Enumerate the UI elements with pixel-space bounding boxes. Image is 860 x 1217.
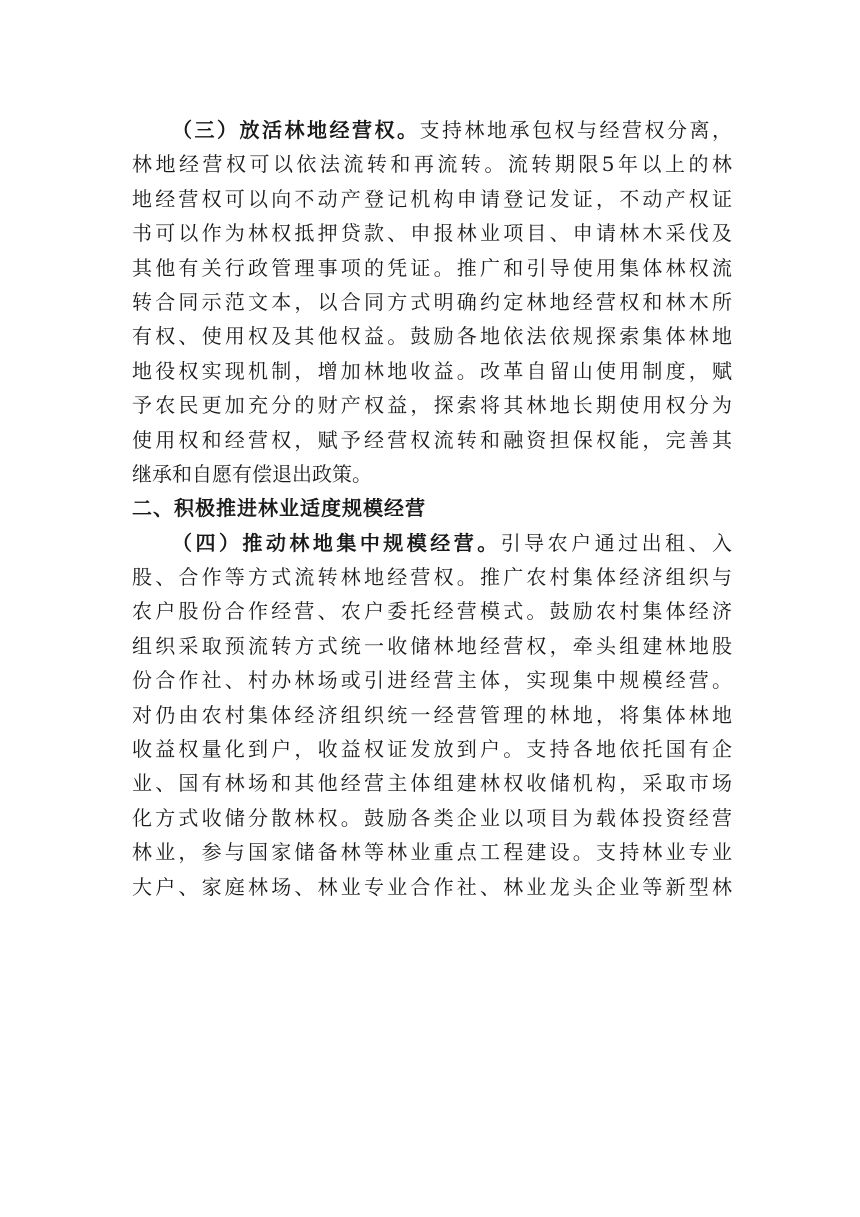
paragraph-line: 书可以作为林权抵押贷款、申报林业项目、申请林木采伐及 [132, 221, 732, 246]
paragraph-line: 继承和自愿有偿退出政策。 [132, 461, 372, 486]
chapter-heading: 二、积极推进林业适度规模经营 [132, 496, 426, 521]
paragraph-line: 业、国有林场和其他经营主体组建林权收储机构，采取市场 [132, 771, 732, 796]
paragraph-line: 地役权实现机制，增加林地收益。改革自留山使用制度，赋 [132, 358, 732, 383]
section-4-first-line [132, 526, 732, 560]
section-3-heading: （三）放活林地经营权。 [172, 118, 420, 142]
paragraph-line: 份合作社、村办林场或引进经营主体，实现集中规模经营。 [132, 668, 732, 693]
paragraph-line: 对仍由农村集体经济组织统一经营管理的林地，将集体林地 [132, 702, 732, 727]
paragraph-line: 股、合作等方式流转林地经营权。推广农村集体经济组织与 [132, 565, 732, 590]
paragraph-line: 林业，参与国家储备林等林业重点工程建设。支持林业专业 [132, 840, 732, 865]
paragraph-line: 转合同示范文本，以合同方式明确约定林地经营权和林木所 [132, 289, 732, 314]
paragraph-line: 收益权量化到户，收益权证发放到户。支持各地依托国有企 [132, 737, 732, 762]
paragraph-line: 有权、使用权及其他权益。鼓励各地依法依规探索集体林地 [132, 324, 732, 349]
document-body [132, 113, 732, 904]
paragraph-line: 农户股份合作经营、农户委托经营模式。鼓励农村集体经济 [132, 599, 732, 624]
paragraph-line: 组织采取预流转方式统一收储林地经营权，牵头组建林地股 [132, 633, 732, 658]
paragraph-line: 化方式收储分散林权。鼓励各类企业以项目为载体投资经营 [132, 805, 732, 830]
section-3-first-line [132, 113, 732, 147]
paragraph-line: 地经营权可以向不动产登记机构申请登记发证，不动产权证 [132, 186, 732, 211]
paragraph-line: 使用权和经营权，赋予经营权流转和融资担保权能，完善其 [132, 427, 732, 452]
section-4-first-text: 引导农户通过出租、入 [500, 530, 733, 555]
section-4-heading: （四）推动林地集中规模经营。 [172, 530, 501, 555]
paragraph-line: 其他有关行政管理事项的凭证。推广和引导使用集体林权流 [132, 255, 732, 280]
paragraph-line: 林地经营权可以依法流转和再流转。流转期限5年以上的林 [132, 152, 732, 177]
paragraph-line: 予农民更加充分的财产权益，探索将其林地长期使用权分为 [132, 393, 732, 418]
paragraph-line: 大户、家庭林场、林业专业合作社、林业龙头企业等新型林 [132, 874, 732, 899]
section-3-first-text: 支持林地承包权与经营权分离， [419, 118, 732, 142]
